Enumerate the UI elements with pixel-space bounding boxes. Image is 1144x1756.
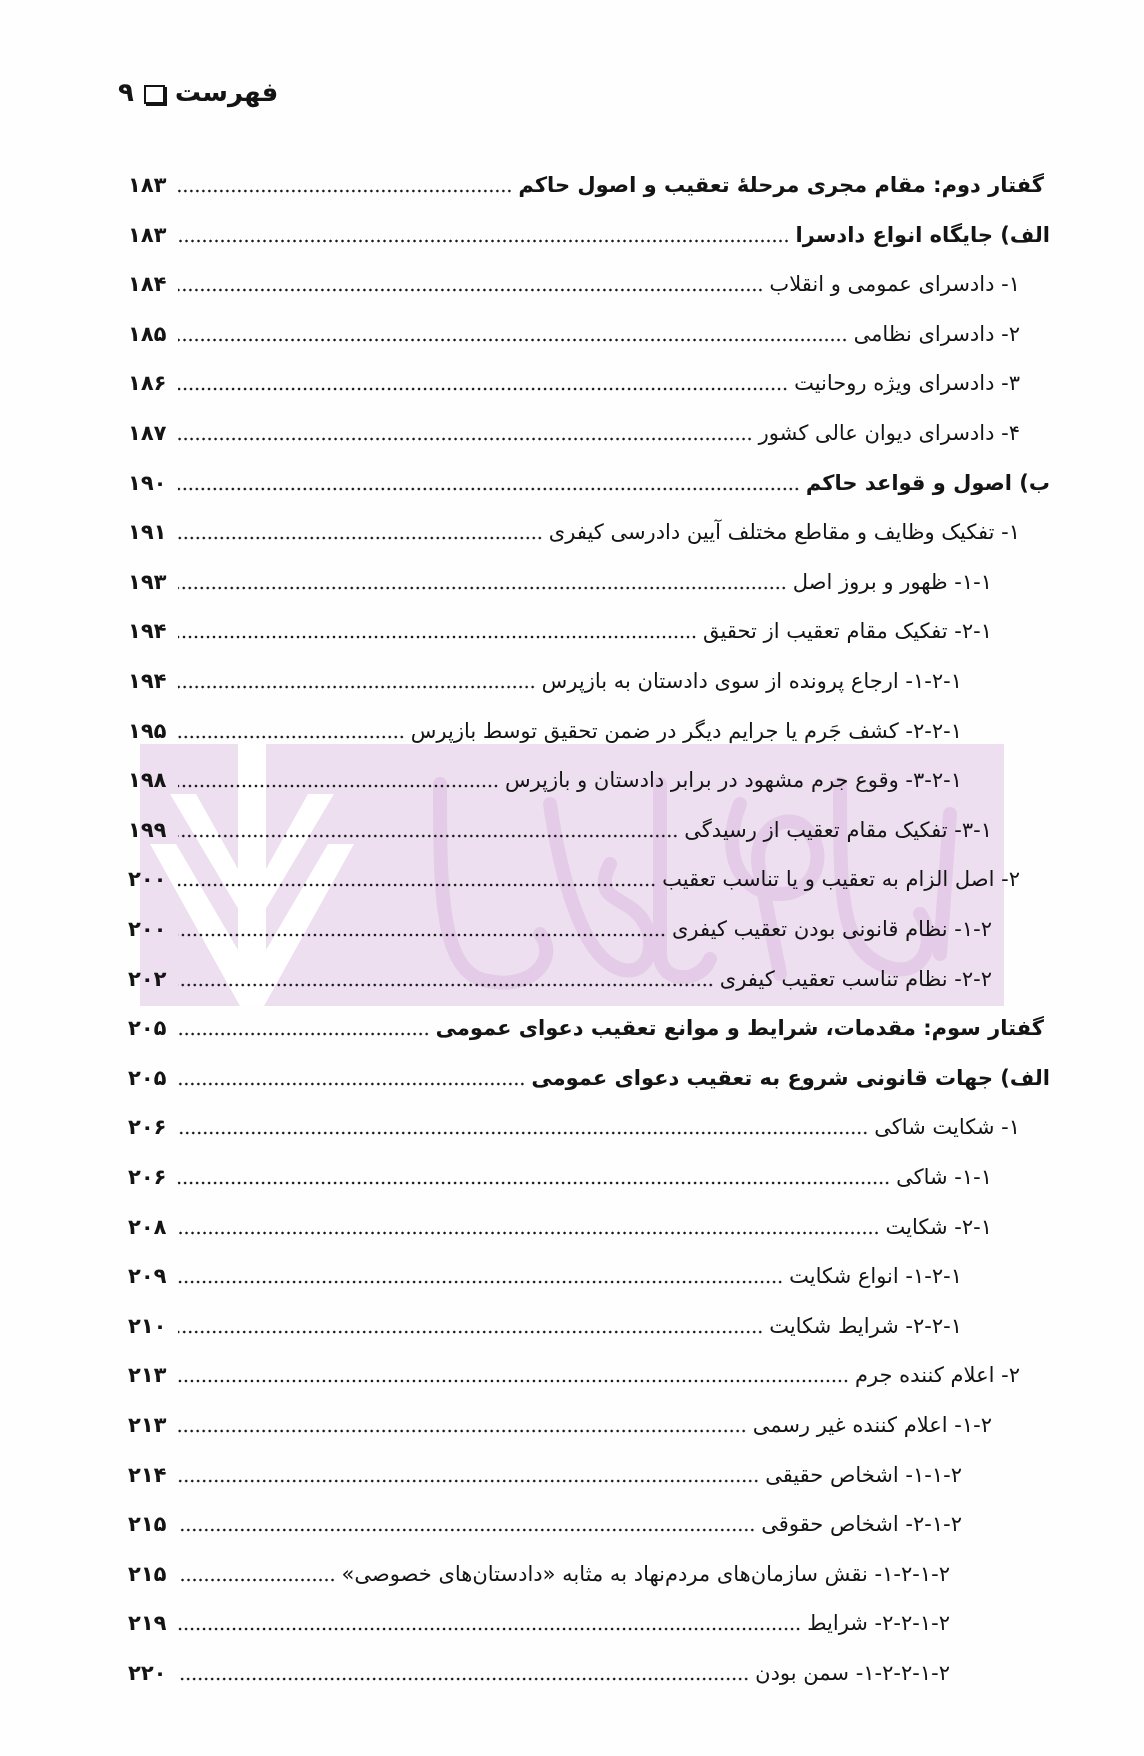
toc-entry-page-number: ۲۱۴	[128, 1462, 167, 1487]
toc-entry-page-number: ۲۱۰	[128, 1313, 167, 1338]
toc-entry-title: ب) اصول و قواعد حاکم	[805, 470, 1050, 495]
toc-entry-page-number: ۱۸۴	[128, 272, 167, 297]
dot-leader	[178, 238, 790, 244]
toc-entry-page-number: ۱۸۳	[128, 173, 167, 197]
toc-entry	[128, 1450, 962, 1490]
toc-entry	[128, 755, 962, 795]
square-box-icon	[144, 85, 165, 104]
toc-entry-page-number: ۱۹۹	[128, 817, 167, 842]
toc-entry-title: ۱-۲- نظام قانونی بودن تعقیب کیفری	[671, 917, 992, 941]
toc-entry-page-number: ۲۰۸	[128, 1214, 167, 1239]
dot-leader	[178, 734, 405, 740]
dot-leader	[178, 1577, 336, 1583]
toc-entry-page-number: ۲۰۹	[128, 1264, 167, 1289]
toc-entry-page-number: ۱۹۵	[128, 718, 167, 743]
dot-leader	[178, 882, 656, 888]
toc-entry-title: ۱-۱- شاکی	[896, 1165, 992, 1189]
toc-entry-title: ۱-۲-۱- ارجاع پرونده از سوی دادستان به بازپرس	[541, 669, 962, 693]
header-title: فهرست	[174, 78, 279, 108]
toc-entry	[128, 1648, 950, 1688]
dot-leader	[178, 783, 499, 789]
toc-entry-page-number: ۲۰۵	[128, 1016, 167, 1041]
header-page-number: ۹	[118, 78, 134, 108]
toc-entry	[128, 1102, 1020, 1142]
toc-entry-page-number: ۱۸۶	[128, 371, 167, 396]
toc-entry	[128, 507, 1020, 547]
dot-leader	[178, 337, 848, 343]
toc-entry-title: ۱-۲-۲-۱-۲- سمن بودن	[755, 1661, 950, 1685]
toc-entry-page-number: ۲۱۹	[128, 1611, 167, 1636]
toc-entry	[128, 557, 992, 597]
toc-entry-page-number: ۲۰۲	[128, 966, 167, 991]
toc-entry	[128, 1598, 950, 1638]
toc-entry	[128, 1301, 962, 1341]
toc-entry	[128, 606, 992, 646]
toc-entry	[128, 706, 962, 746]
toc-entry	[128, 210, 1050, 250]
dot-leader	[178, 1676, 749, 1682]
toc-entry-page-number: ۲۰۶	[128, 1165, 167, 1189]
toc-entry-page-number: ۲۰۵	[128, 1065, 167, 1090]
toc-entry	[128, 1251, 962, 1291]
toc-entry-page-number: ۲۲۰	[128, 1661, 167, 1685]
toc-entry-page-number: ۱۹۳	[128, 569, 167, 594]
dot-leader	[178, 535, 543, 541]
toc-entry-page-number: ۲۱۵	[128, 1561, 167, 1586]
toc-entry-page-number: ۲۱۵	[128, 1512, 167, 1537]
toc-entry	[128, 259, 1020, 299]
toc-entry-page-number: ۲۰۰	[128, 917, 167, 941]
toc-entry-page-number: ۲۰۶	[128, 1115, 167, 1140]
dot-leader	[178, 1329, 763, 1335]
dot-leader	[178, 1031, 430, 1037]
toc-entry-title: ۱-۲-۱-۲- نقش سازمان‌های مردم‌نهاد به مثابه «دادستان‌های خصوصی»	[341, 1561, 950, 1586]
dot-leader	[178, 188, 512, 194]
toc-entry	[128, 458, 1050, 498]
dot-leader	[178, 982, 714, 988]
dot-leader	[178, 1527, 755, 1533]
toc-entry-page-number: ۱۸۷	[128, 421, 167, 445]
toc-entry-page-number: ۱۹۰	[128, 470, 167, 495]
dot-leader	[178, 1428, 747, 1434]
toc-entry-title: ۲-۱-۲- اشخاص حقوقی	[761, 1512, 962, 1537]
dot-leader	[178, 386, 788, 392]
toc-entry-title: گفتار دوم: مقام مجری مرحلۀ تعقیب و اصول حاکم	[518, 173, 1044, 197]
toc-entry	[128, 160, 1044, 200]
toc-entry	[128, 854, 1020, 894]
toc-entry	[128, 1202, 992, 1242]
toc-entry-page-number: ۱۸۵	[128, 321, 167, 346]
toc-entry-title: ۱-۱- ظهور و بروز اصل	[792, 569, 992, 594]
dot-leader	[178, 486, 800, 492]
toc-entry-title: ۲-۲-۱-۲- شرایط	[807, 1611, 950, 1636]
toc-entry-title: ۱- تفکیک وظایف و مقاطع مختلف آیین دادرسی کیفری	[548, 520, 1020, 545]
toc-entry-page-number: ۲۰۰	[128, 867, 167, 892]
toc-entry-title: ۳-۱- تفکیک مقام تعقیب از رسیدگی	[684, 817, 992, 842]
toc-entry-title: ۲-۲-۱- کشف جَرم یا جرایم دیگر در ضمن تحقیق توسط بازپرس	[410, 718, 962, 743]
dot-leader	[178, 1130, 868, 1136]
dot-leader	[178, 932, 666, 938]
toc-entry	[128, 1549, 950, 1589]
dot-leader	[178, 1279, 783, 1285]
toc-entry-title: الف) جایگاه انواع دادسرا	[795, 222, 1050, 247]
toc-entry-title: ۲-۲- نظام تناسب تعقیب کیفری	[719, 966, 992, 991]
toc-entry-page-number: ۱۹۱	[128, 520, 167, 545]
dot-leader	[178, 684, 536, 690]
toc-entry	[128, 1152, 992, 1192]
toc-entry	[128, 1053, 1050, 1093]
toc-entry	[128, 1003, 1044, 1043]
dot-leader	[178, 1478, 759, 1484]
toc-entry-page-number: ۱۹۴	[128, 669, 167, 693]
toc-entry-title: ۱- دادسرای عمومی و انقلاب	[769, 272, 1020, 297]
page-header	[118, 78, 278, 108]
dot-leader	[178, 1081, 525, 1087]
dot-leader	[178, 1230, 880, 1236]
dot-leader	[178, 436, 753, 442]
toc-entry	[128, 904, 992, 944]
toc-entry-title: ۲- اصل الزام به تعقیب و یا تناسب تعقیب	[662, 867, 1020, 892]
toc-entry-title: ۲-۲-۱- شرایط شکایت	[769, 1313, 962, 1338]
toc-entry	[128, 656, 962, 696]
toc-entry	[128, 309, 1020, 349]
toc-entry	[128, 805, 992, 845]
toc-entry	[128, 1400, 992, 1440]
toc-entry	[128, 1499, 962, 1539]
dot-leader	[178, 833, 678, 839]
toc-entry-page-number: ۲۱۳	[128, 1363, 167, 1388]
dot-leader	[178, 1378, 849, 1384]
toc-entry-title: ۱-۱-۲- اشخاص حقیقی	[765, 1462, 962, 1487]
toc-entry-title: ۱-۲-۱- انواع شکایت	[789, 1264, 962, 1289]
dot-leader	[178, 1180, 890, 1186]
toc-entry-title: ۲- اعلام کننده جرم	[854, 1363, 1020, 1388]
dot-leader	[178, 634, 697, 640]
toc-entry	[128, 954, 992, 994]
toc-entry-title: ۴- دادسرای دیوان عالی کشور	[758, 421, 1020, 445]
dot-leader	[178, 585, 787, 591]
toc-entry-page-number: ۱۹۴	[128, 619, 167, 644]
toc-entry-title: ۲-۱- شکایت	[885, 1214, 992, 1239]
toc-entry	[128, 408, 1020, 448]
toc-entry-title: ۲-۱- تفکیک مقام تعقیب از تحقیق	[703, 619, 992, 644]
toc-entry-title: ۱-۲- اعلام کننده غیر رسمی	[752, 1413, 992, 1437]
toc-entry-title: گفتار سوم: مقدمات، شرایط و موانع تعقیب دعوای عمومی	[435, 1016, 1044, 1041]
toc-entry-title: ۳- دادسرای ویژه روحانیت	[794, 371, 1020, 396]
dot-leader	[178, 287, 763, 293]
toc-entry-title: الف) جهات قانونی شروع به تعقیب دعوای عمومی	[531, 1065, 1050, 1090]
toc-entry	[128, 1350, 1020, 1390]
toc-entry-title: ۱- شکایت شاکی	[874, 1115, 1020, 1140]
toc-entry-title: ۳-۲-۱- وقوع جرم مشهود در برابر دادستان و بازپرس	[504, 768, 962, 793]
dot-leader	[178, 1626, 801, 1632]
toc-entry-page-number: ۱۹۸	[128, 768, 167, 793]
toc-entry-page-number: ۲۱۳	[128, 1413, 167, 1437]
toc-entry	[128, 358, 1020, 398]
toc-entry-title: ۲- دادسرای نظامی	[853, 321, 1020, 346]
toc-entry-page-number: ۱۸۳	[128, 222, 167, 247]
